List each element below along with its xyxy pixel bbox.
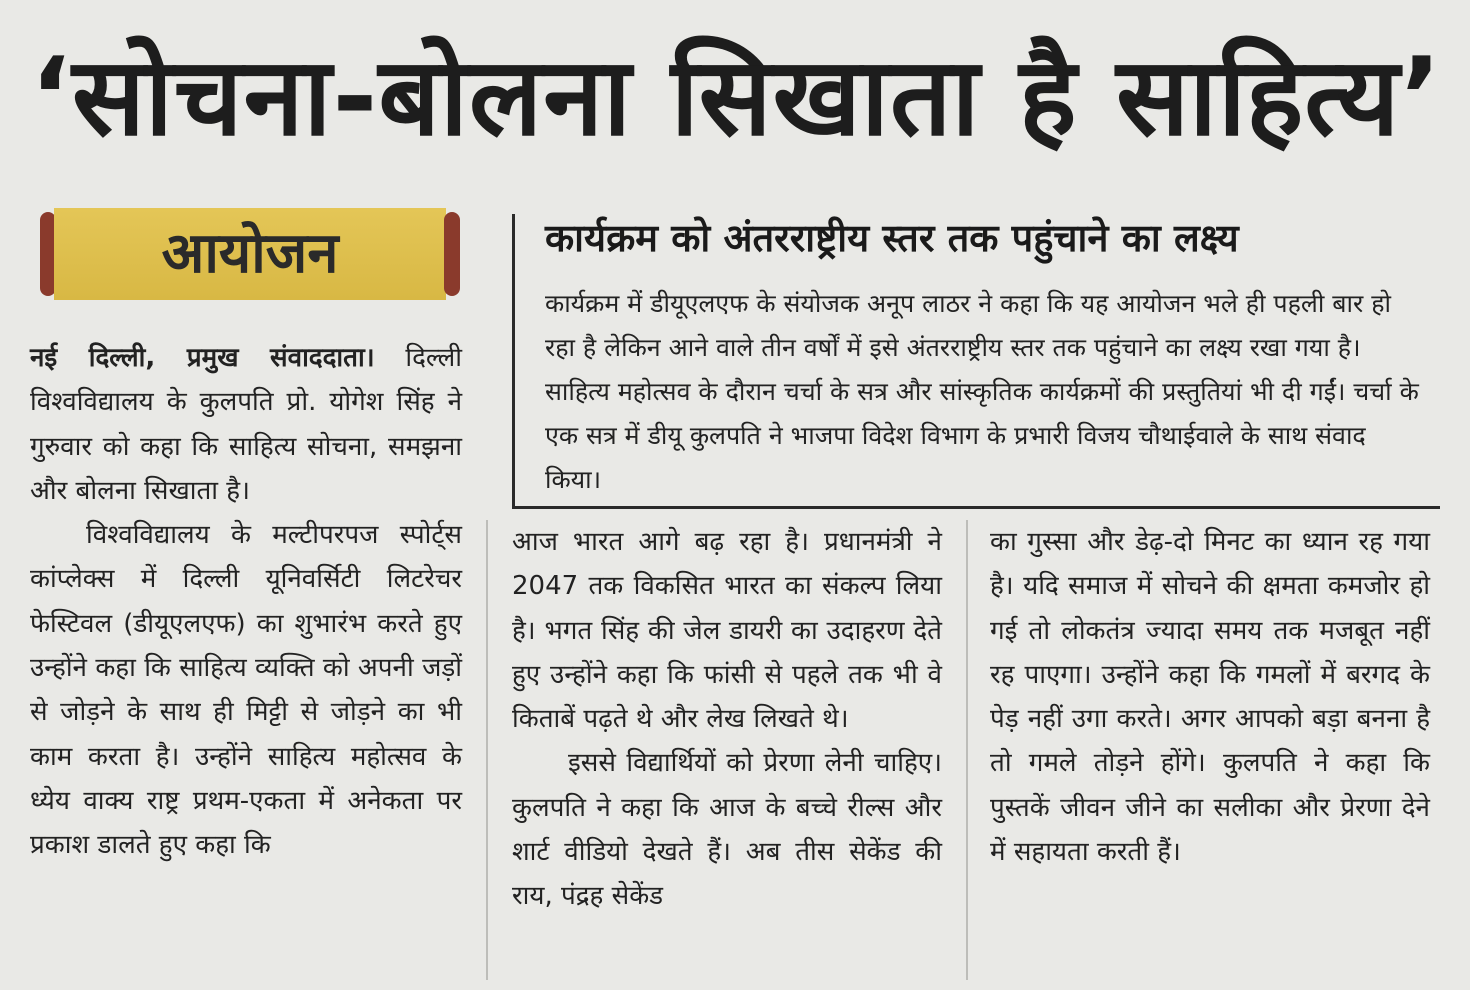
tag-label: आयोजन: [54, 208, 446, 300]
highlight-box: [512, 214, 1440, 509]
tag-right-cap: [444, 212, 460, 296]
article-column-1: [30, 336, 462, 868]
column-divider: [966, 520, 968, 980]
column-divider: [486, 520, 488, 980]
column2-para1: आज भारत आगे बढ़ रहा है। प्रधानमंत्री ने 2047 तक विकसित भारत का संकल्प लिया है। भगत सिंह की जेल डायरी का उदाहरण देते हुए उन्होंने कहा कि फांसी से पहले तक भी वे किताबें पढ़ते थे और लेख लिखते थे।: [512, 527, 942, 735]
headline: ‘सोचना-बोलना सिखाता है साहित्य’: [30, 35, 1443, 160]
section-tag: [40, 208, 460, 300]
column2-para2: इससे विद्यार्थियों को प्रेरणा लेनी चाहिए। कुलपति ने कहा कि आज के बच्चे रील्स और शार्ट वीडियो देखते हैं। अब तीस सेकेंड की राय, पंद्रह सेकेंड: [512, 748, 942, 912]
dateline: नई दिल्ली, प्रमुख संवाददाता।: [30, 343, 375, 373]
highlight-box-text: कार्यक्रम में डीयूएलएफ के संयोजक अनूप लाठर ने कहा कि यह आयोजन भले ही पहली बार हो रहा है लेकिन आने वाले तीन वर्षों में इसे अंतरराष्ट्रीय स्तर तक पहुंचाने का लक्ष्य रखा गया है। साहित्य महोत्सव के दौरान चर्चा के सत्र और सांस्कृतिक कार्यक्रमों की प्रस्तुतियां भी दी गईं। चर्चा के एक सत्र में डीयू कुलपति ने भाजपा विदेश विभाग के प्रभारी विजय चौथाईवाले के साथ संवाद किया।: [545, 289, 1419, 494]
column3-para1: का गुस्सा और डेढ़-दो मिनट का ध्यान रह गया है। यदि समाज में सोचने की क्षमता कमजोर हो गई तो लोकतंत्र ज्यादा समय तक मजबूत नहीं रह पाएगा। उन्होंने कहा कि गमलों में बरगद के पेड़ नहीं उगा करते। अगर आपको बड़ा बनना है तो गमले तोड़ने होंगे। कुलपति ने कहा कि पुस्तकें जीवन जीने का सलीका और प्रेरणा देने में सहायता करती हैं।: [990, 527, 1430, 868]
column1-para2: विश्वविद्यालय के मल्टीपरपज स्पोर्ट्स कांप्लेक्स में दिल्ली यूनिवर्सिटी लिटरेचर फेस्टिवल (डीयूएलएफ) का शुभारंभ करते हुए उन्होंने कहा कि साहित्य व्यक्ति को अपनी जड़ों से जोड़ने के साथ ही मिट्टी से जोड़ने का भी काम करता है। उन्होंने साहित्य महोत्सव के ध्येय वाक्य राष्ट्र प्रथम-एकता में अनेकता पर प्रकाश डालते हुए कहा कि: [30, 520, 462, 861]
article-column-3: [990, 520, 1430, 874]
column1-para1: दिल्ली विश्वविद्यालय के कुलपति प्रो. योगेश सिंह ने गुरुवार को कहा कि साहित्य सोचना, समझना और बोलना सिखाता है।: [30, 343, 462, 506]
article-column-2: [512, 520, 942, 919]
highlight-box-title: कार्यक्रम को अंतरराष्ट्रीय स्तर तक पहुंचाने का लक्ष्य: [545, 216, 1239, 260]
